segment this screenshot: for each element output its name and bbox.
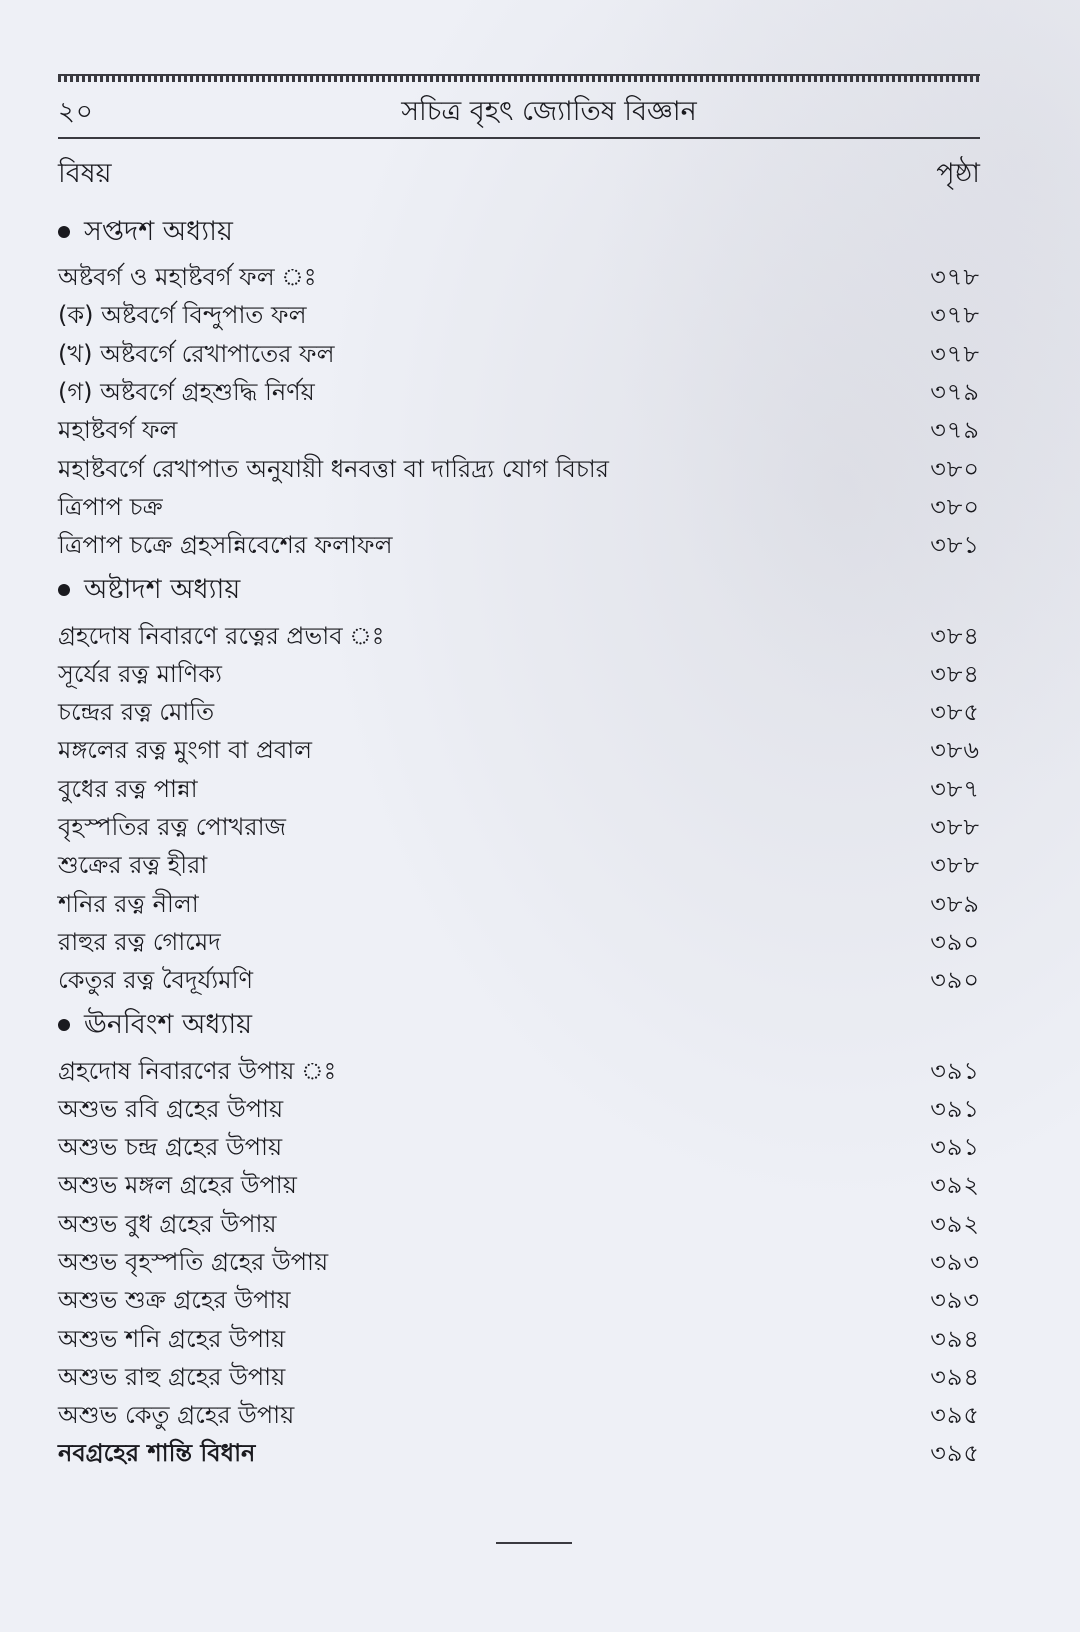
toc-entry <box>58 1207 980 1245</box>
toc-entry <box>58 1053 980 1091</box>
entry-title: (ক) অষ্টবর্গে বিন্দুপাত ফল <box>58 301 307 330</box>
entry-title: (গ) অষ্টবর্গে গ্রহশুদ্ধি নির্ণয় <box>58 378 315 407</box>
entry-page: ৩৯২ <box>930 1171 980 1200</box>
chapter-heading <box>58 1003 980 1047</box>
entry-page: ৩৭৯ <box>930 416 980 445</box>
column-header-subject: বিষয় <box>58 158 112 189</box>
bullet-icon <box>58 584 70 596</box>
entry-page: ৩৮৮ <box>930 851 980 880</box>
toc-entry <box>58 260 980 298</box>
entry-page: ৩৮৬ <box>930 736 980 765</box>
entry-title: অশুভ শনি গ্রহের উপায় <box>58 1324 286 1353</box>
entry-page: ৩৮৪ <box>930 659 980 688</box>
entry-page: ৩৮৭ <box>930 774 980 803</box>
header-decorative-rule <box>58 74 980 82</box>
page-number: ২০ <box>58 97 94 127</box>
book-title: সচিত্র বৃহৎ জ্যোতিষ বিজ্ঞান <box>401 96 697 127</box>
entry-title: শুক্রের রত্ন হীরা <box>58 851 208 880</box>
chapter-title: সপ্তদশ অধ্যায় <box>84 216 233 247</box>
toc-entry <box>58 925 980 963</box>
toc-entry <box>58 886 980 924</box>
entry-title: অশুভ চন্দ্র গ্রহের উপায় <box>58 1133 283 1162</box>
entry-title: (খ) অষ্টবর্গে রেখাপাতের ফল <box>58 339 335 368</box>
toc-entry <box>58 618 980 656</box>
toc-entry <box>58 963 980 1001</box>
toc-entry <box>58 1321 980 1359</box>
entry-title: অষ্টবর্গ ও মহাষ্টবর্গ ফল ঃ <box>58 263 317 292</box>
toc-entry <box>58 1168 980 1206</box>
entry-page: ৩৯৩ <box>930 1286 980 1315</box>
entry-title: নবগ্রহের শান্তি বিধান <box>58 1439 256 1468</box>
entry-page: ৩৮৯ <box>930 889 980 918</box>
toc-entry <box>58 657 980 695</box>
entry-title: অশুভ রাহু গ্রহের উপায় <box>58 1362 286 1391</box>
entry-page: ৩৯৫ <box>930 1401 980 1430</box>
entry-title: গ্রহদোষ নিবারণের উপায় ঃ <box>58 1056 337 1085</box>
toc-entry <box>58 451 980 489</box>
entry-page: ৩৭৯ <box>930 378 980 407</box>
entry-title: চন্দ্রের রত্ন মোতি <box>58 698 215 727</box>
entry-title: অশুভ শুক্র গ্রহের উপায় <box>58 1286 291 1315</box>
entry-page: ৩৯১ <box>930 1056 980 1085</box>
entry-title: মঙ্গলের রত্ন মুংগা বা প্রবাল <box>58 736 313 765</box>
section-end-rule <box>496 1542 572 1544</box>
toc-entry <box>58 298 980 336</box>
chapter-title: ঊনবিংশ অধ্যায় <box>84 1009 253 1041</box>
entry-page: ৩৭৮ <box>930 263 980 292</box>
toc-entry <box>58 1245 980 1283</box>
entry-title: অশুভ কেতু গ্রহের উপায় <box>58 1401 295 1430</box>
entry-page: ৩৯০ <box>930 966 980 995</box>
chapter-heading <box>58 568 980 612</box>
entry-title: অশুভ মঙ্গল গ্রহের উপায় <box>58 1171 297 1200</box>
entry-title: অশুভ বুধ গ্রহের উপায় <box>58 1209 277 1238</box>
toc-column-headers <box>58 152 980 196</box>
toc-entry <box>58 1130 980 1168</box>
entry-page: ৩৯৪ <box>930 1324 980 1353</box>
toc-entry <box>58 528 980 566</box>
entry-title: শনির রত্ন নীলা <box>58 889 199 918</box>
toc-entry <box>58 1398 980 1436</box>
entry-title: বুধের রত্ন পান্না <box>58 774 198 803</box>
entry-page: ৩৮৪ <box>930 621 980 650</box>
toc-entry <box>58 1092 980 1130</box>
toc-entry <box>58 1436 980 1474</box>
toc-entry <box>58 413 980 451</box>
entry-page: ৩৮৮ <box>930 813 980 842</box>
entry-page: ৩৭৮ <box>930 339 980 368</box>
entry-title: কেতুর রত্ন বৈদূর্য্যমণি <box>58 966 253 995</box>
toc-entry <box>58 375 980 413</box>
entry-page: ৩৮০ <box>930 492 980 521</box>
entry-page: ৩৯১ <box>930 1094 980 1123</box>
entry-title: রাহুর রত্ন গোমেদ <box>58 927 221 956</box>
toc-entry <box>58 1283 980 1321</box>
entry-title: সূর্যের রত্ন মাণিক্য <box>58 659 223 688</box>
toc-entry <box>58 733 980 771</box>
toc-entry <box>58 490 980 528</box>
entry-page: ৩৯২ <box>930 1209 980 1238</box>
toc-entry <box>58 1360 980 1398</box>
column-header-page: পৃষ্ঠা <box>936 158 980 189</box>
toc-entry <box>58 695 980 733</box>
toc-entry <box>58 848 980 886</box>
entry-page: ৩৯৫ <box>930 1439 980 1468</box>
entry-page: ৩৮১ <box>930 531 980 560</box>
table-of-contents <box>58 208 980 1475</box>
entry-title: মহাষ্টবর্গে রেখাপাত অনুযায়ী ধনবত্তা বা দারিদ্র্য যোগ বিচার <box>58 454 609 483</box>
toc-entry <box>58 772 980 810</box>
entry-page: ৩৯৩ <box>930 1247 980 1276</box>
entry-page: ৩৯০ <box>930 927 980 956</box>
entry-title: অশুভ রবি গ্রহের উপায় <box>58 1094 284 1123</box>
chapter-heading <box>58 210 980 254</box>
bullet-icon <box>58 226 70 238</box>
entry-title: গ্রহদোষ নিবারণে রত্নের প্রভাব ঃ <box>58 621 385 650</box>
toc-entry <box>58 337 980 375</box>
entry-title: বৃহস্পতির রত্ন পোখরাজ <box>58 813 287 842</box>
entry-page: ৩৮৫ <box>930 698 980 727</box>
entry-title: ত্রিপাপ চক্র <box>58 492 163 521</box>
entry-title: মহাষ্টবর্গ ফল <box>58 416 178 445</box>
toc-entry <box>58 810 980 848</box>
page-header <box>58 92 980 132</box>
entry-title: ত্রিপাপ চক্রে গ্রহসন্নিবেশের ফলাফল <box>58 531 393 560</box>
entry-title: অশুভ বৃহস্পতি গ্রহের উপায় <box>58 1247 329 1276</box>
entry-page: ৩৯১ <box>930 1133 980 1162</box>
bullet-icon <box>58 1019 70 1031</box>
entry-page: ৩৭৮ <box>930 301 980 330</box>
entry-page: ৩৯৪ <box>930 1362 980 1391</box>
header-divider <box>58 137 980 139</box>
chapter-title: অষ্টাদশ অধ্যায় <box>84 574 241 606</box>
entry-page: ৩৮০ <box>930 454 980 483</box>
